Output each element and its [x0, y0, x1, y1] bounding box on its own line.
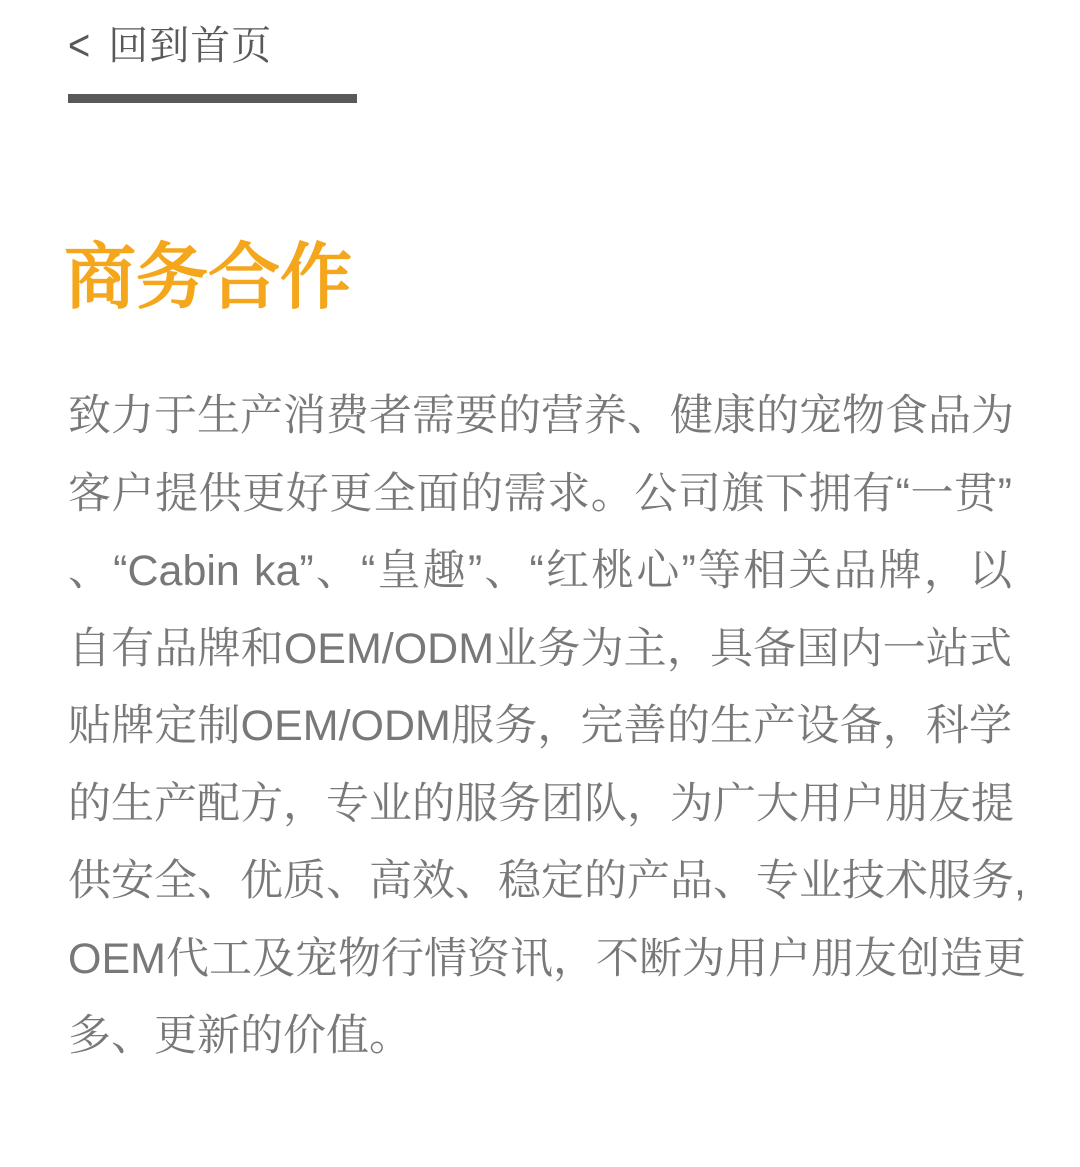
- body-line: 的生产配方，专业的服务团队，为广大用户朋友提: [68, 779, 1014, 828]
- article-body: [68, 378, 1026, 1076]
- back-chevron-icon: <: [68, 21, 91, 71]
- body-line: 客户提供更好更全面的需求。公司旗下拥有“一贯”: [68, 469, 1012, 518]
- body-line: OEM代工及宠物行情资讯，不断为用户朋友创造更: [68, 934, 1026, 983]
- back-to-home-link[interactable]: [68, 21, 273, 71]
- body-line: 致力于生产消费者需要的营养、健康的宠物食品为: [68, 392, 1014, 440]
- page-title: 商务合作: [64, 238, 353, 318]
- body-line: 、“Cabin ka”、“皇趣”、“红桃心”等相关品牌，以: [68, 547, 1012, 595]
- body-line: 供安全、优质、高效、稳定的产品、专业技术服务,: [68, 857, 1026, 905]
- body-line: 自有品牌和OEM/ODM业务为主，具备国内一站式: [68, 624, 1012, 673]
- body-line: 贴牌定制OEM/ODM服务，完善的生产设备，科学: [68, 702, 1012, 750]
- header-underline: [68, 94, 357, 103]
- back-to-home-label: 回到首页: [108, 24, 273, 68]
- body-line: 多、更新的价值。: [68, 1012, 412, 1060]
